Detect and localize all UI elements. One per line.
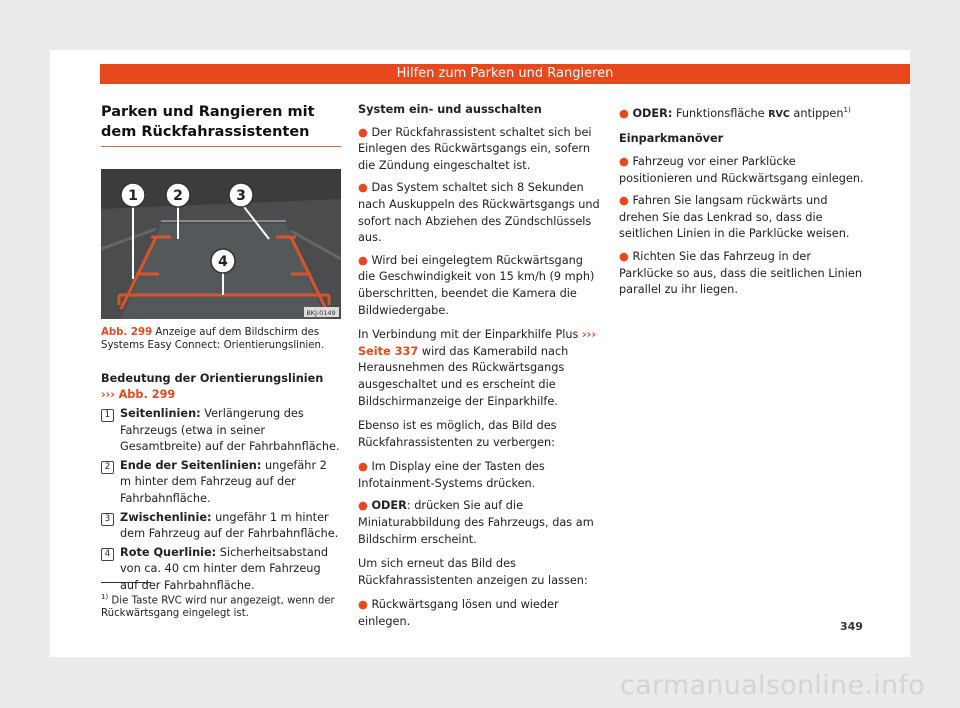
list-item: ● Fahren Sie langsam rückwärts und drehen Sie das Lenkrad so, dass die seitlichen Linien in die Parklücke weisen. [619,194,850,241]
paragraph: Um sich erneut das Bild des Rückfahrassistenten anzeigen zu lassen: [358,557,588,587]
column-middle [358,102,601,631]
chapter-header: Hilfen zum Parken und Rangieren [100,64,910,84]
system-heading: System ein- und ausschalten [358,103,542,116]
meaning-ref[interactable]: ››› Abb. 299 [101,388,176,402]
list-item: 2 Ende der Seitenlinien: ungefähr 2 m hinter dem Fahrzeug auf der Fahrbahnfläche. [101,458,341,508]
list-item: 1 Seitenlinien: Verlängerung des Fahrzeugs (etwa in seiner Gesamtbreite) auf der Fahrbahnfläche. [101,406,341,456]
marker-1 [121,183,145,207]
parking-heading: Einparkmanöver [619,132,724,146]
camera-view-illustration [101,169,341,319]
section-title: Parken und Rangieren mit dem Rückfahrassistenten [101,102,341,147]
svg-text:3: 3 [236,188,246,204]
svg-text:1: 1 [128,188,138,204]
list-item: ● ODER: drücken Sie auf die Miniaturabbildung des Fahrzeugs, das am Bildschirm erscheint. [358,499,594,546]
svg-text:4: 4 [218,254,228,270]
column-right [619,102,864,299]
rvc-label: RVC [768,108,790,120]
list-item: ● Fahrzeug vor einer Parklücke positionieren und Rückwärtsgang einlegen. [619,154,864,185]
paragraph: In Verbindung mit der Einparkhilfe Plus ››› Seite 337 wird das Kamerabild nach Herausnehmen des Rückwärtsgangs ausgeschaltet und es erscheint die Bildschirmanzeige der Einparkhilfe. [358,328,596,408]
svg-text:2: 2 [173,188,183,204]
list-item: 4 Rote Querlinie: Sicherheitsabstand von ca. 40 cm hinter dem Fahrzeug auf der Fahrbahnfläche. [101,545,341,595]
camera-figure [101,169,341,319]
column-left [101,102,341,595]
marker-3 [229,183,253,207]
figure-code: BKJ-0149 [306,309,336,317]
list-item: ● Im Display eine der Tasten des Infotainment-Systems drücken. [358,460,545,490]
paragraph: Ebenso ist es möglich, das Bild des Rückfahrassistenten zu verbergen: [358,419,557,449]
caption-text: Anzeige auf dem Bildschirm des Systems Easy Connect: Orientierungslinien. [101,327,325,352]
list-item: ● ODER: Funktionsfläche RVC antippen$^{1)}$ [619,106,851,120]
figure-caption [101,326,341,353]
list-item: ● Das System schaltet sich 8 Sekunden nach Auskuppeln des Rückwärtsgangs und sofort nach Abziehen des Zündschlüssels aus. [358,181,600,245]
marker-2 [166,183,190,207]
list-item: 3 Zwischenlinie: ungefähr 1 m hinter dem Fahrzeug auf der Fahrbahnfläche. [101,510,341,543]
list-item: ● Der Rückfahrassistent schaltet sich bei Einlegen des Rückwärtsgangs ein, sofern die Zündung eingeschaltet ist. [358,125,592,172]
meaning-heading: Bedeutung der Orientierungslinien [101,371,324,385]
list-item: ● Richten Sie das Fahrzeug in der Parklücke so aus, dass die seitlichen Linien parallel zu ihr liegen. [619,249,863,297]
caption-label: Abb. 299 [101,327,153,338]
page-number: 349 [840,620,863,633]
list-item: ● Wird bei eingelegtem Rückwärtsgang die Geschwindigkeit von 15 km/h (9 mph) überschritten, beendet die Kamera die Bildwiedergabe. [358,253,595,317]
page-link[interactable]: ››› Seite 337 [358,328,596,358]
marker-4 [211,249,235,273]
footnote: $^{1)}$ Die Taste RVC wird nur angezeigt, wenn der Rückwärtsgang eingelegt ist. [101,593,335,620]
footnote-divider [101,582,151,583]
list-item: ● Rückwärtsgang lösen und wieder einlegen. [358,598,559,629]
page-content [50,50,910,657]
watermark: carmanualsonline.info [620,670,926,701]
